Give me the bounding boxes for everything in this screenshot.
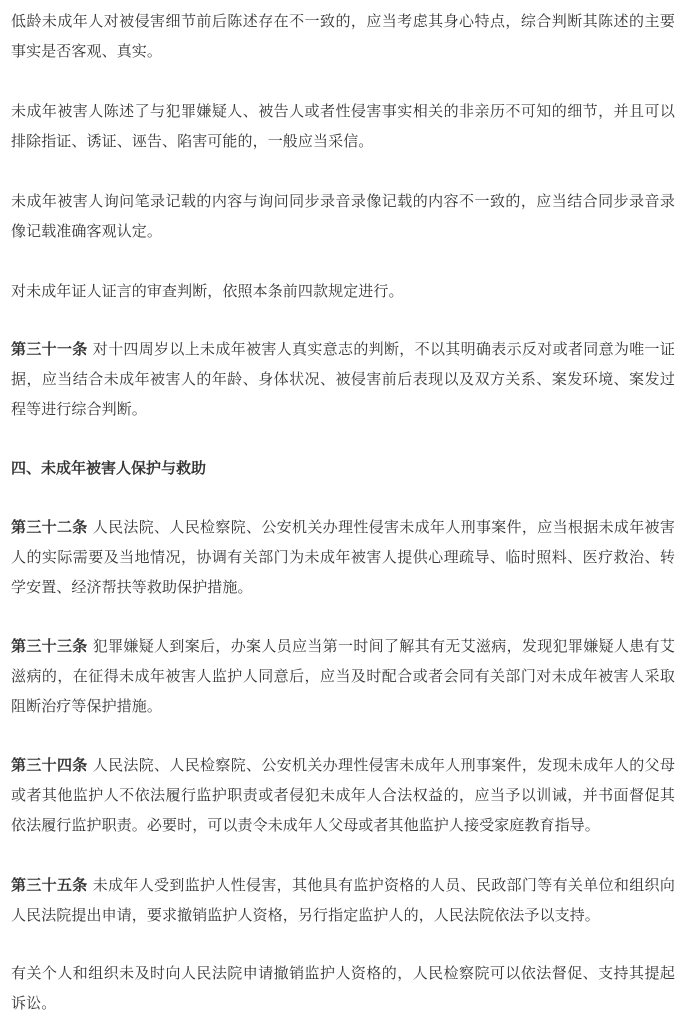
paragraph-3: [11, 186, 675, 246]
paragraph-text: 对未成年证人证言的审查判断，依照本条前四款规定进行。: [11, 282, 404, 300]
paragraph-text: 低龄未成年人对被侵害细节前后陈述存在不一致的，应当考虑其身心特点，综合判断其陈述的主要事实是否客观、真实。: [11, 12, 675, 60]
paragraph-text: 未成年被害人陈述了与犯罪嫌疑人、被告人或者性侵害事实相关的非亲历不可知的细节，并且可以排除指证、诱证、诬告、陷害可能的，一般应当采信。: [11, 102, 675, 150]
paragraph-1: [11, 6, 675, 66]
article-text: 犯罪嫌疑人到案后，办案人员应当第一时间了解其有无艾滋病，发现犯罪嫌疑人患有艾滋病的，在征得未成年被害人监护人同意后，应当及时配合或者会同有关部门对未成年被害人采取阻断治疗等保护措施。: [11, 637, 675, 715]
section-heading: 四、未成年被害人保护与救助: [11, 459, 207, 477]
article-label: 第三十四条: [11, 756, 88, 774]
article-31: [11, 334, 675, 424]
article-text: 人民法院、人民检察院、公安机关办理性侵害未成年人刑事案件，发现未成年人的父母或者其他监护人不依法履行监护职责或者侵犯未成年人合法权益的，应当予以训诫，并书面督促其依法履行监护职责。必要时，可以责令未成年人父母或者其他监护人接受家庭教育指导。: [11, 756, 675, 834]
article-text: 未成年人受到监护人性侵害，其他具有监护资格的人员、民政部门等有关单位和组织向人民法院提出申请，要求撤销监护人资格，另行指定监护人的，人民法院依法予以支持。: [11, 876, 675, 924]
article-35: [11, 870, 675, 930]
paragraph-2: [11, 96, 675, 156]
article-text: 对十四周岁以上未成年被害人真实意志的判断，不以其明确表示反对或者同意为唯一证据，应当结合未成年被害人的年龄、身体状况、被侵害前后表现以及双方关系、案发环境、案发过程等进行综合判断。: [11, 340, 675, 418]
paragraph-4: [11, 276, 675, 306]
article-label: 第三十一条: [11, 340, 88, 358]
article-label: 第三十二条: [11, 518, 88, 536]
article-text: 人民法院、人民检察院、公安机关办理性侵害未成年人刑事案件，应当根据未成年被害人的实际需要及当地情况，协调有关部门为未成年被害人提供心理疏导、临时照料、医疗救治、转学安置、经济帮扶等救助保护措施。: [11, 518, 675, 596]
paragraph-last: [11, 958, 675, 1018]
paragraph-text: 有关个人和组织未及时向人民法院申请撤销监护人资格的，人民检察院可以依法督促、支持其提起诉讼。: [11, 964, 675, 1012]
paragraph-text: 未成年被害人询问笔录记载的内容与询问同步录音录像记载的内容不一致的，应当结合同步录音录像记载准确客观认定。: [11, 192, 675, 240]
article-label: 第三十三条: [11, 637, 88, 655]
article-34: [11, 750, 675, 840]
article-32: [11, 512, 675, 602]
article-label: 第三十五条: [11, 876, 88, 894]
article-33: [11, 631, 675, 721]
